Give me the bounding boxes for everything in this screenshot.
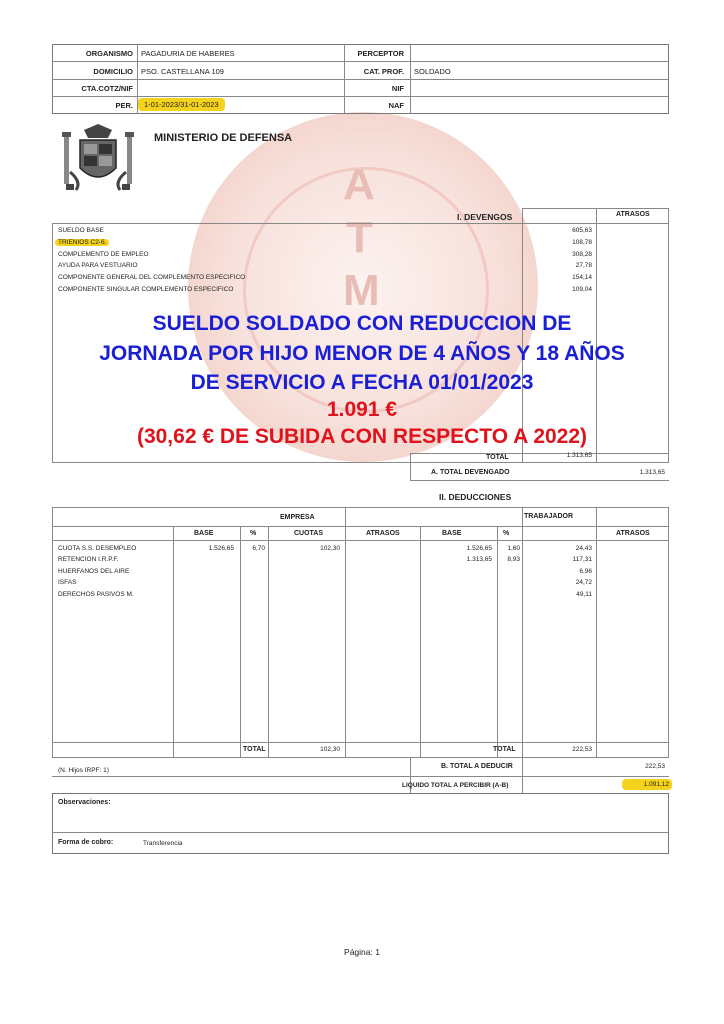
overlay-line-4-amount: 1.091 € [326,398,398,421]
deduccion-trabajador-cuota: 49,11 [576,591,592,598]
watermark-letter-m: M [343,266,380,315]
per-value: 1-01-2023/31-01-2023 [138,98,225,111]
deduccion-trabajador-cuota: 117,31 [572,556,592,563]
ministry-title: MINISTERIO DE DEFENSA [154,132,293,144]
col-pct-empresa: % [250,530,257,537]
devengo-amount: 308,28 [572,251,592,258]
watermark-letter-t: T [346,213,373,262]
overlay-line-2: JORNADA POR HIJO MENOR DE 4 AÑOS Y 18 AÑOS [99,342,625,365]
deduccion-concept: RETENCION I.R.P.F. [58,556,119,563]
col-base-trabajador: BASE [442,530,462,537]
trabajador-header: TRABAJADOR [524,513,573,520]
domicilio-label: DOMICILIO [93,67,133,76]
catprof-label: CAT. PROF. [363,67,404,76]
devengos-total-label: TOTAL [486,454,509,461]
deduccion-empresa-base: 1.526,65 [208,545,234,552]
coat-of-arms-icon [62,124,134,198]
overlay-line-1: SUELDO SOLDADO CON REDUCCION DE [152,312,572,335]
devengo-amount: 27,78 [575,262,592,269]
overlay-line-3: DE SERVICIO A FECHA 01/01/2023 [190,371,534,394]
perceptor-label: PERCEPTOR [357,49,404,58]
total-devengado-value: 1.313,65 [639,469,665,476]
deduccion-concept: DERECHOS PASIVOS M. [58,591,134,598]
page-number: Página: 1 [344,947,380,957]
empresa-header: EMPRESA [280,514,315,521]
deduccion-concept: ISFAS [58,579,77,586]
watermark-letter-a: A [343,160,375,209]
col-atrasos-trabajador: ATRASOS [616,530,650,537]
devengos-total-value: 1.313,65 [566,452,592,459]
forma-cobro-value: Transferencia [143,840,183,847]
naf-label: NAF [388,101,404,110]
devengo-amount: 605,63 [572,227,592,234]
deduccion-trabajador-cuota: 24,72 [575,579,592,586]
trabajador-total-value: 222,53 [572,746,592,753]
deduccion-trabajador-base: 1.313,65 [466,556,492,563]
devengo-concept: TRIENIOS C2-6. [55,239,109,246]
devengo-concept: COMPLEMENTO DE EMPLEO [58,251,149,258]
cta-label: CTA.COTZ/NIF [81,84,133,93]
deduccion-trabajador-cuota: 6,96 [579,568,592,575]
deduccion-trabajador-pct: 1,60 [507,545,520,552]
liquido-label: LIQUIDO TOTAL A PERCIBIR (A-B) [402,782,509,789]
domicilio-value: PSO. CASTELLANA 109 [141,67,224,76]
organismo-label: ORGANISMO [85,49,133,58]
devengo-concept: COMPONENTE GENERAL DEL COMPLEMENTO ESPECIFICO [58,274,246,281]
total-devengado-label: A. TOTAL DEVENGADO [431,469,510,476]
devengo-amount: 154,14 [572,274,592,281]
deduccion-concept: HUERFANOS DEL AIRE [58,568,130,575]
deduccion-empresa-pct: 6,70 [252,545,265,552]
nif-label: NIF [391,84,404,93]
devengos-atrasos-header: ATRASOS [616,211,650,218]
catprof-value: SOLDADO [414,67,451,76]
devengo-concept: COMPONENTE SINGULAR COMPLEMENTO ESPECIFICO [58,286,234,293]
deducciones-title: II. DEDUCCIONES [439,492,512,502]
observaciones-label: Observaciones: [58,799,111,806]
devengo-amount: 109,04 [572,286,592,293]
col-atrasos-empresa: ATRASOS [366,530,400,537]
deduccion-trabajador-cuota: 24,43 [575,545,592,552]
deduccion-empresa-cuota: 102,30 [320,545,340,552]
per-label: PER. [115,101,133,110]
devengo-concept: AYUDA PARA VESTUARIO [58,262,138,269]
forma-cobro-label: Forma de cobro: [58,839,114,846]
devengo-amount: 108,78 [572,239,592,246]
organismo-value: PAGADURIA DE HABERES [141,49,235,58]
deduccion-concept: CUOTA S.S. DESEMPLEO [58,545,137,552]
total-deducir-value: 222,53 [645,763,665,770]
devengo-concept: SUELDO BASE [58,227,104,234]
empresa-total-label: TOTAL [243,746,266,753]
deduccion-trabajador-pct: 8,93 [507,556,520,563]
overlay-line-5-increase: (30,62 € DE SUBIDA CON RESPECTO A 2022) [136,425,588,448]
col-cuotas-empresa: CUOTAS [294,530,324,537]
col-base-empresa: BASE [194,530,214,537]
hijos-irpf: (N. Hijos IRPF: 1) [58,767,109,774]
liquido-value: 1.091,12 [622,779,672,790]
devengos-title: I. DEVENGOS [457,212,513,222]
trabajador-total-label: TOTAL [493,746,516,753]
deduccion-trabajador-base: 1.526,65 [466,545,492,552]
total-deducir-label: B. TOTAL A DEDUCIR [441,763,513,770]
empresa-total-value: 102,30 [320,746,340,753]
col-pct-trabajador: % [503,530,510,537]
